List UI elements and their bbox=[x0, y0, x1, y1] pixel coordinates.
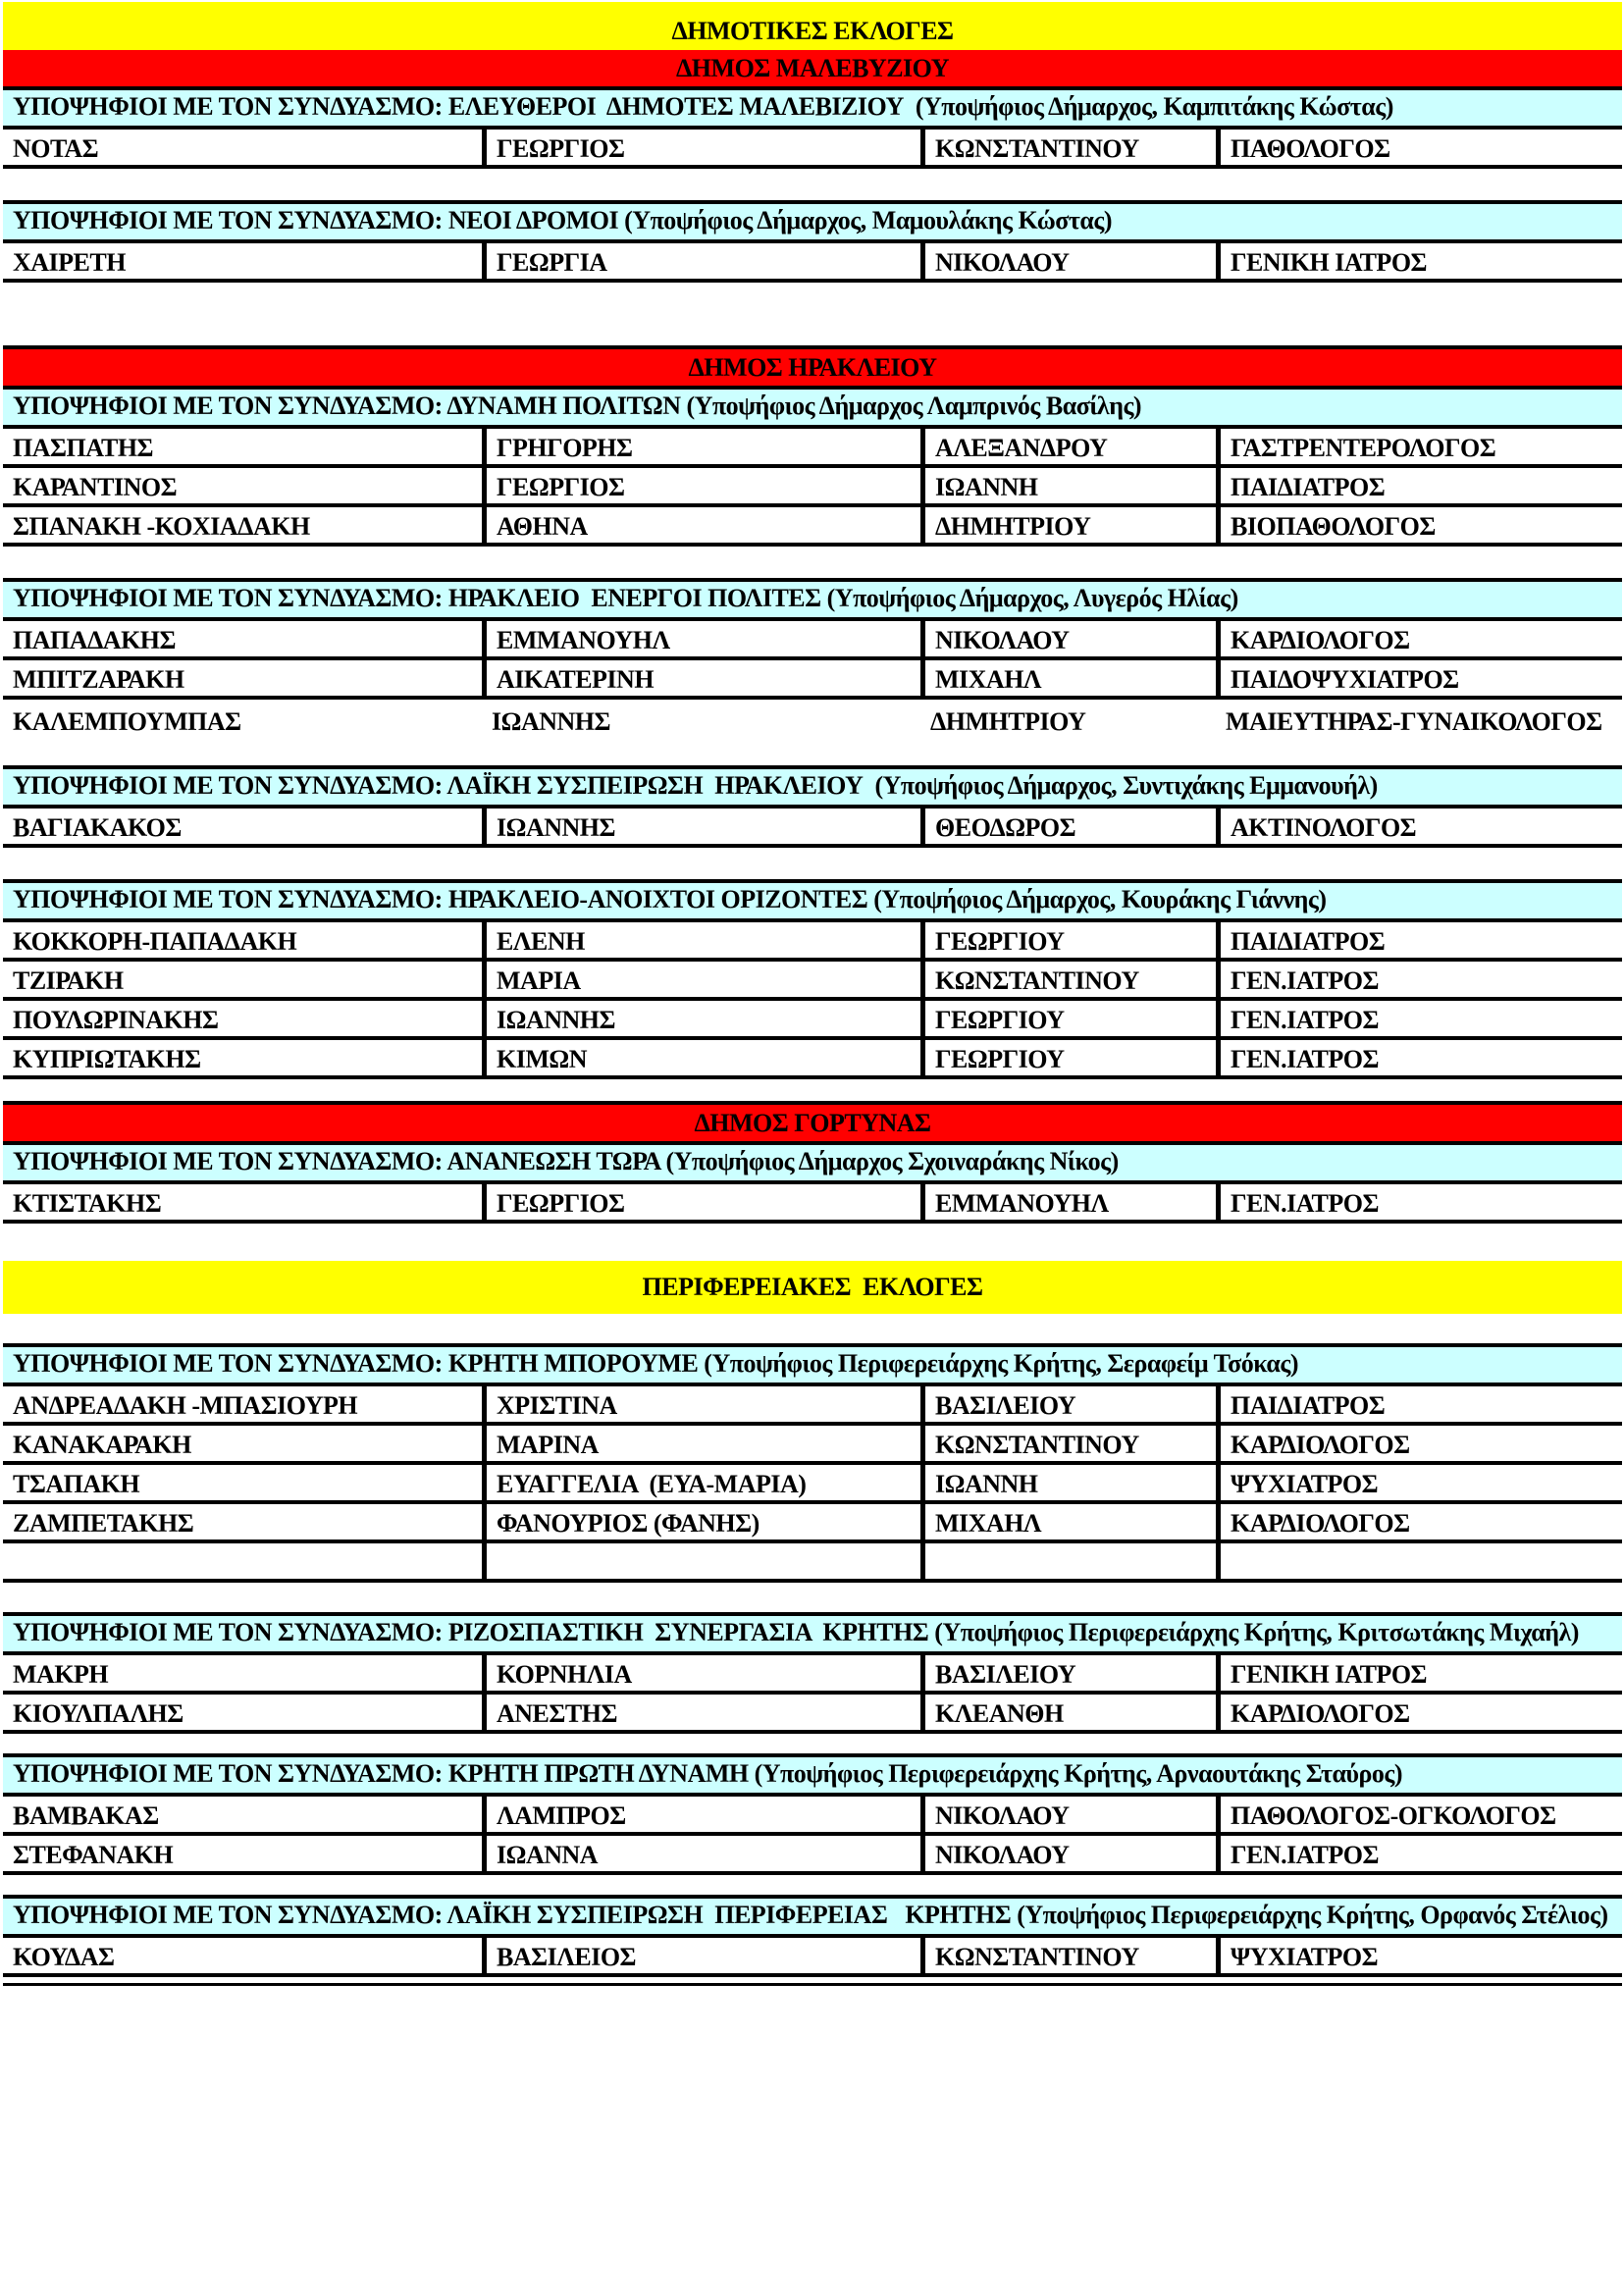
candidate-cell-specialty: ΠΑΙΔΟΨΥΧΙΑΤΡΟΣ bbox=[1216, 660, 1622, 696]
municipality-band-title: ΔΗΜΟΣ ΜΑΛΕΒΥΖΙΟΥ bbox=[676, 53, 949, 82]
candidate-cell-surname: ΣΠΑΝΑΚΗ -ΚΟΧΙΑΔΑΚΗ bbox=[13, 512, 310, 541]
combo-header bbox=[3, 1753, 1622, 1797]
candidate-cell-surname: ΠΑΠΑΔΑΚΗΣ bbox=[13, 626, 177, 654]
candidate-cell-surname: ΤΣΑΠΑΚΗ bbox=[13, 1470, 140, 1498]
combo-header bbox=[3, 200, 1622, 243]
candidate-row bbox=[3, 243, 1622, 283]
candidate-cell-surname: ΠΟΥΛΩΡΙΝΑΚΗΣ bbox=[13, 1006, 219, 1034]
candidate-cell-patronymic: ΝΙΚΟΛΑΟΥ bbox=[920, 1836, 1216, 1871]
candidate-cell-patronymic: ΓΕΩΡΓΙΟΥ bbox=[920, 1001, 1216, 1036]
municipality-band bbox=[3, 1101, 1622, 1145]
candidate-cell-specialty: ΓΕΝΙΚΗ ΙΑΤΡΟΣ bbox=[1216, 1655, 1622, 1691]
candidate-cell-firstname: ΓΡΗΓΟΡΗΣ bbox=[482, 429, 920, 464]
municipality-band bbox=[3, 345, 1622, 390]
combo-header-text: ΥΠΟΨΗΦΙΟΙ ΜΕ ΤΟΝ ΣΥΝΔΥΑΣΜΟ: ΛΑΪΚΗ ΣΥΣΠΕΙΡΩΣΗ ΠΕΡΙΦΕΡΕΙΑΣ ΚΡΗΤΗΣ (Υποψήφιος Περιφερειάρχης Κρήτης, Ορφανός Στέλιος) bbox=[13, 1901, 1608, 1929]
combo-header bbox=[3, 390, 1622, 429]
candidate-cell-patronymic: ΕΜΜΑΝΟΥΗΛ bbox=[920, 1184, 1216, 1220]
candidate-cell-specialty: ΓΕΝ.ΙΑΤΡΟΣ bbox=[1216, 1184, 1622, 1220]
candidate-cell-surname: ΚΑΛΕΜΠΟΥΜΠΑΣ bbox=[13, 707, 241, 736]
combo-section bbox=[3, 879, 1622, 1079]
candidate-cell-patronymic: ΔΗΜΗΤΡΙΟΥ bbox=[930, 707, 1086, 736]
candidate-cell-firstname: ΓΕΩΡΓΙΟΣ bbox=[482, 130, 920, 165]
candidate-cell-surname: ΚΑΝΑΚΑΡΑΚΗ bbox=[13, 1431, 191, 1459]
candidate-cell-surname: ΑΝΔΡΕΑΔΑΚΗ -ΜΠΑΣΙΟΥΡΗ bbox=[13, 1391, 358, 1420]
candidate-cell-patronymic: ΓΕΩΡΓΙΟΥ bbox=[920, 1040, 1216, 1075]
candidate-row bbox=[3, 1938, 1622, 1977]
candidate-cell-patronymic: ΚΩΝΣΤΑΝΤΙΝΟΥ bbox=[920, 1938, 1216, 1973]
candidate-cell-specialty: ΠΑΙΔΙΑΤΡΟΣ bbox=[1216, 922, 1622, 958]
candidate-cell-surname: ΚΥΠΡΙΩΤΑΚΗΣ bbox=[13, 1045, 201, 1073]
candidate-row bbox=[3, 1655, 1622, 1695]
candidate-cell-patronymic: ΒΑΣΙΛΕΙΟΥ bbox=[920, 1655, 1216, 1691]
candidate-cell-firstname: ΚΟΡΝΗΛΙΑ bbox=[482, 1655, 920, 1691]
candidate-row bbox=[3, 429, 1622, 468]
candidate-row bbox=[3, 1695, 1622, 1734]
candidate-cell-specialty: ΓΕΝ.ΙΑΤΡΟΣ bbox=[1216, 1040, 1622, 1075]
combo-header bbox=[3, 765, 1622, 809]
candidate-cell-firstname: ΚΙΜΩΝ bbox=[482, 1040, 920, 1075]
candidate-cell-surname: ΚΙΟΥΛΠΑΛΗΣ bbox=[13, 1699, 183, 1728]
candidate-row bbox=[3, 130, 1622, 169]
candidate-cell-patronymic bbox=[920, 1543, 1216, 1579]
candidate-cell-specialty: ΚΑΡΔΙΟΛΟΓΟΣ bbox=[1216, 621, 1622, 656]
candidate-cell-specialty: ΚΑΡΔΙΟΛΟΓΟΣ bbox=[1216, 1426, 1622, 1461]
candidate-cell-specialty bbox=[1216, 1543, 1622, 1579]
combo-header bbox=[3, 90, 1622, 130]
candidate-cell-surname: ΚΑΡΑΝΤΙΝΟΣ bbox=[13, 473, 178, 501]
candidate-cell-specialty: ΠΑΙΔΙΑΤΡΟΣ bbox=[1216, 468, 1622, 503]
combo-header bbox=[3, 1612, 1622, 1655]
candidate-cell-firstname: ΙΩΑΝΝΗΣ bbox=[482, 1001, 920, 1036]
candidate-row bbox=[3, 1504, 1622, 1543]
combo-section bbox=[3, 200, 1622, 283]
regional-elections-banner bbox=[3, 1261, 1622, 1314]
election-banner-title: ΠΕΡΙΦΕΡΕΙΑΚΕΣ ΕΚΛΟΓΕΣ bbox=[642, 1273, 983, 1301]
candidate-cell-specialty: ΓΕΝ.ΙΑΤΡΟΣ bbox=[1216, 1836, 1622, 1871]
candidate-cell-surname: ΤΖΙΡΑΚΗ bbox=[13, 966, 124, 995]
candidate-cell-patronymic: ΘΕΟΔΩΡΟΣ bbox=[920, 809, 1216, 844]
candidate-cell-specialty: ΚΑΡΔΙΟΛΟΓΟΣ bbox=[1216, 1695, 1622, 1730]
candidate-cell-specialty: ΓΕΝ.ΙΑΤΡΟΣ bbox=[1216, 962, 1622, 997]
candidate-cell-firstname: ΓΕΩΡΓΙΑ bbox=[482, 243, 920, 279]
candidate-cell-firstname: ΙΩΑΝΝΗΣ bbox=[482, 809, 920, 844]
candidate-row bbox=[3, 660, 1622, 700]
candidate-cell-firstname: ΒΑΣΙΛΕΙΟΣ bbox=[482, 1938, 920, 1973]
municipality-band-title: ΔΗΜΟΣ ΓΟΡΤΥΝΑΣ bbox=[694, 1108, 931, 1137]
candidate-cell-firstname: ΜΑΡΙΝΑ bbox=[482, 1426, 920, 1461]
candidate-cell-specialty: ΑΚΤΙΝΟΛΟΓΟΣ bbox=[1216, 809, 1622, 844]
combo-section bbox=[3, 90, 1622, 169]
candidate-cell-surname: ΜΑΚΡΗ bbox=[13, 1660, 109, 1689]
combo-header bbox=[3, 1145, 1622, 1184]
table-bottom-rule bbox=[3, 1983, 1622, 1986]
candidate-cell-surname: ΒΑΜΒΑΚΑΣ bbox=[13, 1801, 159, 1830]
combo-section bbox=[3, 578, 1622, 740]
election-candidates-document bbox=[0, 2, 1624, 1986]
candidate-cell-firstname: ΦΑΝΟΥΡΙΟΣ (ΦΑΝΗΣ) bbox=[482, 1504, 920, 1539]
candidate-row bbox=[3, 1465, 1622, 1504]
combo-section bbox=[3, 765, 1622, 848]
combo-header-text: ΥΠΟΨΗΦΙΟΙ ΜΕ ΤΟΝ ΣΥΝΔΥΑΣΜΟ: ΑΝΑΝΕΩΣΗ ΤΩΡΑ (Υποψήφιος Δήμαρχος Σχοιναράκης Νίκος) bbox=[13, 1147, 1119, 1175]
candidate-cell-patronymic: ΑΛΕΞΑΝΔΡΟΥ bbox=[920, 429, 1216, 464]
candidate-table bbox=[3, 1938, 1622, 1977]
candidate-cell-specialty: ΨΥΧΙΑΤΡΟΣ bbox=[1216, 1938, 1622, 1973]
candidate-cell-surname: ΠΑΣΠΑΤΗΣ bbox=[13, 434, 154, 462]
candidate-cell-firstname: ΕΥΑΓΓΕΛΙΑ (ΕΥΑ-ΜΑΡΙΑ) bbox=[482, 1465, 920, 1500]
combo-header-text: ΥΠΟΨΗΦΙΟΙ ΜΕ ΤΟΝ ΣΥΝΔΥΑΣΜΟ: ΛΑΪΚΗ ΣΥΣΠΕΙΡΩΣΗ ΗΡΑΚΛΕΙΟΥ (Υποψήφιος Δήμαρχος, Συντιχάκης Εμμανουήλ) bbox=[13, 771, 1378, 800]
candidate-cell-patronymic: ΜΙΧΑΗΛ bbox=[920, 1504, 1216, 1539]
candidate-table bbox=[3, 809, 1622, 848]
candidate-cell-patronymic: ΜΙΧΑΗΛ bbox=[920, 660, 1216, 696]
election-banner-title: ΔΗΜΟΤΙΚΕΣ ΕΚΛΟΓΕΣ bbox=[671, 16, 954, 45]
candidate-cell-specialty: ΓΑΣΤΡΕΝΤΕΡΟΛΟΓΟΣ bbox=[1216, 429, 1622, 464]
candidate-table bbox=[3, 243, 1622, 283]
candidate-table bbox=[3, 130, 1622, 169]
candidate-row bbox=[3, 507, 1622, 547]
candidate-row bbox=[3, 621, 1622, 660]
combo-header bbox=[3, 879, 1622, 922]
candidate-cell-patronymic: ΚΩΝΣΤΑΝΤΙΝΟΥ bbox=[920, 962, 1216, 997]
candidate-row bbox=[3, 1797, 1622, 1836]
combo-header bbox=[3, 1343, 1622, 1386]
combo-header-text: ΥΠΟΨΗΦΙΟΙ ΜΕ ΤΟΝ ΣΥΝΔΥΑΣΜΟ: ΝΕΟΙ ΔΡΟΜΟΙ (Υποψήφιος Δήμαρχος, Μαμουλάκης Κώστας) bbox=[13, 206, 1112, 235]
candidate-cell-patronymic: ΔΗΜΗΤΡΙΟΥ bbox=[920, 507, 1216, 543]
candidate-row bbox=[3, 1184, 1622, 1224]
candidate-cell-patronymic: ΚΩΝΣΤΑΝΤΙΝΟΥ bbox=[920, 1426, 1216, 1461]
candidate-cell-surname: ΝΟΤΑΣ bbox=[13, 134, 99, 163]
candidate-cell-firstname: ΙΩΑΝΝΗΣ bbox=[492, 707, 610, 736]
empty-candidate-row bbox=[3, 1543, 1622, 1583]
candidate-cell-surname: ΣΤΕΦΑΝΑΚΗ bbox=[13, 1841, 174, 1869]
combo-header-text: ΥΠΟΨΗΦΙΟΙ ΜΕ ΤΟΝ ΣΥΝΔΥΑΣΜΟ: ΕΛΕΥΘΕΡΟΙ ΔΗΜΟΤΕΣ ΜΑΛΕΒΙΖΙΟΥ (Υποψήφιος Δήμαρχος, Καμπιτάκης Κώστας) bbox=[13, 92, 1393, 121]
candidate-cell-patronymic: ΙΩΑΝΝΗ bbox=[920, 468, 1216, 503]
candidate-cell-firstname: ΧΡΙΣΤΙΝΑ bbox=[482, 1386, 920, 1422]
candidate-cell-surname: ΚΤΙΣΤΑΚΗΣ bbox=[13, 1189, 162, 1218]
candidate-cell-specialty: ΠΑΘΟΛΟΓΟΣ bbox=[1216, 130, 1622, 165]
candidate-row bbox=[3, 468, 1622, 507]
candidate-cell-specialty: ΒΙΟΠΑΘΟΛΟΓΟΣ bbox=[1216, 507, 1622, 543]
candidate-cell-firstname: ΜΑΡΙΑ bbox=[482, 962, 920, 997]
combo-header-text: ΥΠΟΨΗΦΙΟΙ ΜΕ ΤΟΝ ΣΥΝΔΥΑΣΜΟ: ΗΡΑΚΛΕΙΟ-ΑΝΟΙΧΤΟΙ ΟΡΙΖΟΝΤΕΣ (Υποψήφιος Δήμαρχος, Κουράκης Γιάννης) bbox=[13, 885, 1327, 913]
candidate-cell-patronymic: ΝΙΚΟΛΑΟΥ bbox=[920, 1797, 1216, 1832]
candidate-table bbox=[3, 1797, 1622, 1875]
candidate-cell-firstname: ΓΕΩΡΓΙΟΣ bbox=[482, 468, 920, 503]
combo-header bbox=[3, 578, 1622, 621]
candidate-table bbox=[3, 1386, 1622, 1583]
candidate-cell-firstname: ΛΑΜΠΡΟΣ bbox=[482, 1797, 920, 1832]
candidate-cell-firstname bbox=[482, 1543, 920, 1579]
candidate-cell-surname: ΚΟΥΔΑΣ bbox=[13, 1943, 115, 1971]
candidate-cell-specialty: ΨΥΧΙΑΤΡΟΣ bbox=[1216, 1465, 1622, 1500]
candidate-cell-specialty: ΜΑΙΕΥΤΗΡΑΣ-ΓΥΝΑΙΚΟΛΟΓΟΣ bbox=[1226, 707, 1602, 736]
combo-section bbox=[3, 1145, 1622, 1224]
combo-header-text: ΥΠΟΨΗΦΙΟΙ ΜΕ ΤΟΝ ΣΥΝΔΥΑΣΜΟ: ΚΡΗΤΗ ΜΠΟΡΟΥΜΕ (Υποψήφιος Περιφερειάρχης Κρήτης, Σεραφείμ Τσόκας) bbox=[13, 1349, 1299, 1378]
candidate-cell-patronymic: ΝΙΚΟΛΑΟΥ bbox=[920, 621, 1216, 656]
combo-section bbox=[3, 1895, 1622, 1986]
candidate-cell-firstname: ΑΘΗΝΑ bbox=[482, 507, 920, 543]
combo-header bbox=[3, 1895, 1622, 1938]
candidate-cell-patronymic: ΒΑΣΙΛΕΙΟΥ bbox=[920, 1386, 1216, 1422]
candidate-row bbox=[3, 1426, 1622, 1465]
candidate-cell-surname bbox=[3, 1543, 482, 1579]
combo-section bbox=[3, 1612, 1622, 1734]
candidate-table bbox=[3, 429, 1622, 547]
combo-header-text: ΥΠΟΨΗΦΙΟΙ ΜΕ ΤΟΝ ΣΥΝΔΥΑΣΜΟ: ΔΥΝΑΜΗ ΠΟΛΙΤΩΝ (Υποψήφιος Δήμαρχος Λαμπρινός Βασίλης) bbox=[13, 391, 1142, 420]
candidate-table bbox=[3, 922, 1622, 1079]
combo-section bbox=[3, 1343, 1622, 1583]
candidate-cell-patronymic: ΓΕΩΡΓΙΟΥ bbox=[920, 922, 1216, 958]
candidate-row bbox=[3, 809, 1622, 848]
candidate-cell-patronymic: ΙΩΑΝΝΗ bbox=[920, 1465, 1216, 1500]
municipality-band-title: ΔΗΜΟΣ ΗΡΑΚΛΕΙΟΥ bbox=[688, 352, 937, 382]
candidate-cell-surname: ΒΑΓΙΑΚΑΚΟΣ bbox=[13, 813, 182, 842]
candidate-cell-firstname: ΕΜΜΑΝΟΥΗΛ bbox=[482, 621, 920, 656]
candidate-cell-specialty: ΠΑΙΔΙΑΤΡΟΣ bbox=[1216, 1386, 1622, 1422]
candidate-cell-surname: ΧΑΙΡΕΤΗ bbox=[13, 248, 126, 277]
candidate-row bbox=[3, 922, 1622, 962]
candidate-cell-specialty: ΓΕΝΙΚΗ ΙΑΤΡΟΣ bbox=[1216, 243, 1622, 279]
candidate-cell-specialty: ΠΑΘΟΛΟΓΟΣ-ΟΓΚΟΛΟΓΟΣ bbox=[1216, 1797, 1622, 1832]
candidate-cell-firstname: ΓΕΩΡΓΙΟΣ bbox=[482, 1184, 920, 1220]
combo-section bbox=[3, 1753, 1622, 1875]
municipality-band bbox=[3, 50, 1622, 90]
combo-header-text: ΥΠΟΨΗΦΙΟΙ ΜΕ ΤΟΝ ΣΥΝΔΥΑΣΜΟ: ΗΡΑΚΛΕΙΟ ΕΝΕΡΓΟΙ ΠΟΛΙΤΕΣ (Υποψήφιος Δήμαρχος, Λυγερός Ηλίας) bbox=[13, 584, 1238, 612]
combo-header-text: ΥΠΟΨΗΦΙΟΙ ΜΕ ΤΟΝ ΣΥΝΔΥΑΣΜΟ: ΚΡΗΤΗ ΠΡΩΤΗ ΔΥΝΑΜΗ (Υποψήφιος Περιφερειάρχης Κρήτης, Αρναουτάκης Σταύρος) bbox=[13, 1759, 1403, 1788]
candidate-cell-specialty: ΓΕΝ.ΙΑΤΡΟΣ bbox=[1216, 1001, 1622, 1036]
combo-section bbox=[3, 390, 1622, 547]
candidate-cell-firstname: ΑΙΚΑΤΕΡΙΝΗ bbox=[482, 660, 920, 696]
candidate-cell-surname: ΖΑΜΠΕΤΑΚΗΣ bbox=[13, 1509, 194, 1538]
candidate-cell-specialty: ΚΑΡΔΙΟΛΟΓΟΣ bbox=[1216, 1504, 1622, 1539]
candidate-cell-firstname: ΙΩΑΝΝΑ bbox=[482, 1836, 920, 1871]
candidate-row bbox=[3, 1001, 1622, 1040]
candidate-row-borderless bbox=[3, 703, 1622, 740]
candidate-row bbox=[3, 962, 1622, 1001]
combo-header-text: ΥΠΟΨΗΦΙΟΙ ΜΕ ΤΟΝ ΣΥΝΔΥΑΣΜΟ: ΡΙΖΟΣΠΑΣΤΙΚΗ ΣΥΝΕΡΓΑΣΙΑ ΚΡΗΤΗΣ (Υποψήφιος Περιφερειάρχης Κρήτης, Κριτσωτάκης Μιχαήλ) bbox=[13, 1618, 1579, 1646]
candidate-cell-patronymic: ΚΛΕΑΝΘΗ bbox=[920, 1695, 1216, 1730]
candidate-cell-surname: ΚΟΚΚΟΡΗ-ΠΑΠΑΔΑΚΗ bbox=[13, 927, 297, 956]
candidate-cell-firstname: ΕΛΕΝΗ bbox=[482, 922, 920, 958]
candidate-cell-firstname: ΑΝΕΣΤΗΣ bbox=[482, 1695, 920, 1730]
candidate-row bbox=[3, 1836, 1622, 1875]
candidate-cell-patronymic: ΚΩΝΣΤΑΝΤΙΝΟΥ bbox=[920, 130, 1216, 165]
candidate-table bbox=[3, 1655, 1622, 1734]
candidate-row bbox=[3, 1040, 1622, 1079]
municipal-elections-banner bbox=[3, 2, 1622, 50]
candidate-row bbox=[3, 1386, 1622, 1426]
candidate-table bbox=[3, 621, 1622, 740]
candidate-cell-surname: ΜΠΙΤΖΑΡΑΚΗ bbox=[13, 665, 184, 694]
candidate-cell-patronymic: ΝΙΚΟΛΑΟΥ bbox=[920, 243, 1216, 279]
candidate-table bbox=[3, 1184, 1622, 1224]
